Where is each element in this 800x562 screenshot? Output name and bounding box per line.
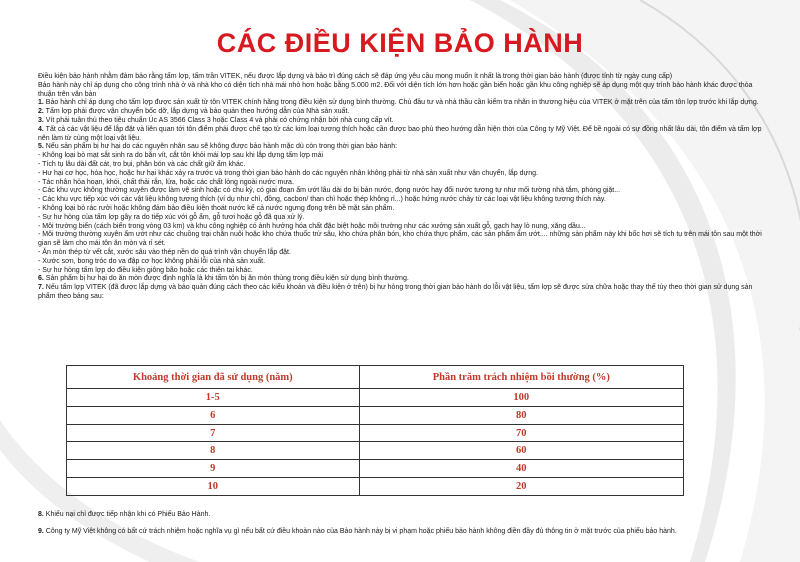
condition-item-5: 5. Nếu sản phẩm bị hư hại do các nguyên nhân sau sẽ không được bảo hành mặc dù còn trong thời gian bảo hành: <box>38 143 398 151</box>
condition-item-3: 3. Vít phải tuân thủ theo tiêu chuẩn Úc AS 3566 Class 3 hoặc Class 4 và phải có chứng nhận bởi nhà cung cấp vít. <box>38 116 394 124</box>
table-row <box>67 460 684 478</box>
compensation-table <box>66 365 684 496</box>
condition-item-2: 2. Tấm lợp phải được vận chuyển bốc dỡ, lắp dựng và bảo quản theo hướng dẫn của Nhà sản xuất. <box>38 108 350 116</box>
table-cell-years: 7 <box>67 424 360 442</box>
exclusion-item: - Ăn mòn thép từ vết cắt, xước sâu vào thép nền do quá trình vận chuyển lắp đặt. <box>38 248 291 256</box>
table-cell-years: 10 <box>67 478 360 496</box>
table-cell-percent: 80 <box>359 406 683 424</box>
table-cell-percent: 20 <box>359 478 683 496</box>
table-row <box>67 406 684 424</box>
exclusion-item: - Không loại bỏ rác rưởi hoặc không đảm bảo điều kiện thoát nước kể cả nước ngưng đọng trên bề mặt sản phẩm. <box>38 204 395 212</box>
exclusion-item: - Sự hư hỏng tấm lợp do điều kiện giông bão hoặc các thiên tai khác. <box>38 266 253 274</box>
table-row <box>67 478 684 496</box>
intro-paragraph-2: Bảo hành này chỉ áp dụng cho công trình nhà ở và nhà kho có diện tích nhà mái nhỏ hơn hoặc bằng 5.000 m2. Đối với diện tích lớn hơn hoặc gần biển hoặc gần khu công nghiệp sẽ áp dụng một quy trình bảo hành khác được thỏa thuận trên văn bản <box>38 81 753 98</box>
page-title: CÁC ĐIỀU KIỆN BẢO HÀNH <box>216 28 584 58</box>
exclusion-item: - Không loại bỏ mạt sắt sinh ra do bắn vít, cắt tôn khỏi mái lợp sau khi lắp dựng tấm lợp mái <box>38 152 324 160</box>
table-cell-percent: 70 <box>359 424 683 442</box>
condition-item-7: 7. Nếu tấm lợp VITEK (đã được lắp dựng và bảo quản đúng cách theo các kiểu khoản và điều kiện ở trên) bị hư hỏng trong thời gian bảo hành do lỗi vật liệu, tấm lợp sẽ được sửa chữa hoặc thay thế tùy theo thời gian sử dụng sản phẩm theo bảng sau: <box>38 284 753 300</box>
exclusion-item: - Tác nhân hỏa hoạn, khói, chất thải rắn, lửa, hoặc các chất lỏng ngoài nước mưa. <box>38 178 294 186</box>
exclusion-item: - Môi trường biển (cách biển trong vòng 03 km) và khu công nghiệp có ảnh hưởng hóa chất đặc biệt hoặc môi trường như các xưởng sản xuất gỗ, gạch hay lò nung, xăng dầu... <box>38 222 586 230</box>
table-cell-percent: 40 <box>359 460 683 478</box>
table-cell-years: 8 <box>67 442 360 460</box>
table-header-row <box>67 366 684 389</box>
table-header-years: Khoảng thời gian đã sử dụng (năm) <box>67 366 360 389</box>
exclusion-item: - Tích tụ lâu dài đất cát, tro bụi, phân bón và các chất giữ ẩm khác. <box>38 160 246 168</box>
intro-paragraph-1: Điều kiện bảo hành nhằm đảm bảo rằng tấm lợp, tấm trần VITEK, nếu được lắp dựng và bảo trì đúng cách sẽ đáp ứng yêu cầu mong muốn ít nhất là trong thời gian bảo hành (được tính từ ngày cung cấp) <box>38 73 673 80</box>
table-cell-years: 6 <box>67 406 360 424</box>
exclusion-item: - Các khu vực tiếp xúc với các vật liệu không tương thích (ví dụ như chì, đồng, cacbon/ than chì hoặc thép không rỉ...) hoặc hứng nước chảy từ các loại vật liệu không tương thích này. <box>38 196 606 204</box>
table-cell-percent: 60 <box>359 442 683 460</box>
table-row <box>67 424 684 442</box>
exclusion-item: - Hư hại cơ học, hóa học, hoặc hư hại khác xảy ra trước và trong thời gian bảo hành do các nguyên nhân không phải từ nhà sản xuất như vận chuyển, lắp dựng. <box>38 169 538 177</box>
condition-item-6: 6. Sản phẩm bị hư hại do ăn mòn được định nghĩa là khi tấm tôn bị ăn mòn thủng trong điều kiện sử dụng bình thường. <box>38 275 409 283</box>
exclusion-item: - Xước sơn, bong tróc do va đập cơ học không phải lỗi của nhà sản xuất. <box>38 257 266 265</box>
table-cell-years: 1-5 <box>67 389 360 407</box>
exclusion-item: - Môi trường thường xuyên ẩm ướt như các chuồng trại chăn nuôi hoặc kho chứa thuốc trừ sâu, kho chứa phân bón, kho chứa thực phẩm, các sản phẩm ẩm ướt.... những sản phẩm này khi bốc hơi sẽ tích tụ trên mái tôn sau một thời gian sẽ làm cho mái tôn ăn mòn và rỉ sét. <box>38 231 762 248</box>
table-cell-percent: 100 <box>359 389 683 407</box>
footer-item-9: 9. Công ty Mỹ Việt không có bất cứ trách nhiệm hoặc nghĩa vụ gì nếu bất cứ điều khoản nào của Bảo hành này bị vi phạm hoặc phiếu bảo hành không điền đầy đủ thông tin ở mặt trước của phiếu bảo hành. <box>38 528 677 535</box>
warranty-body <box>38 73 763 302</box>
footer-item-8: 8. Khiếu nại chỉ được tiếp nhận khi có Phiếu Bảo Hành. <box>38 511 211 518</box>
footer-notes <box>38 510 763 544</box>
condition-item-4: 4. Tất cả các vật liệu để lắp đặt và liên quan tới tôn điểm phải được chế tạo từ các kim loại tương thích hoặc cần được bao phủ theo hướng dẫn hiện thời của Công ty Mỹ Việt. Để bề ngoài có sự đồng nhất lâu dài, tôn điểm và tấm lợp nên làm từ cùng một loại vật liệu. <box>38 125 762 142</box>
exclusion-item: - Các khu vực không thường xuyên được làm vệ sinh hoặc có chu kỳ, có giai đoạn ẩm ướt lâu dài do bị bản nước, đọng nước hay đổi nước tương tự như mối tường nhà tắm, phòng giặt... <box>38 187 621 195</box>
table-header-percent: Phần trăm trách nhiệm bồi thường (%) <box>359 366 683 389</box>
table-row <box>67 389 684 407</box>
table-cell-years: 9 <box>67 460 360 478</box>
condition-item-1: 1. Bảo hành chỉ áp dụng cho tấm lợp được sản xuất từ tôn VITEK chính hãng trong điều kiện sử dụng bình thường. Chủ đầu tư và nhà thầu cần kiểm tra nhãn in thương hiệu của VITEK ở mặt trên của tấm tôn lợp trước khi lắp dựng. <box>38 99 759 107</box>
exclusion-item: - Sự hư hỏng của tấm lợp gây ra do tiếp xúc với gỗ ẩm, gỗ tươi hoặc gỗ đã qua xử lý. <box>38 213 305 221</box>
table-row <box>67 442 684 460</box>
